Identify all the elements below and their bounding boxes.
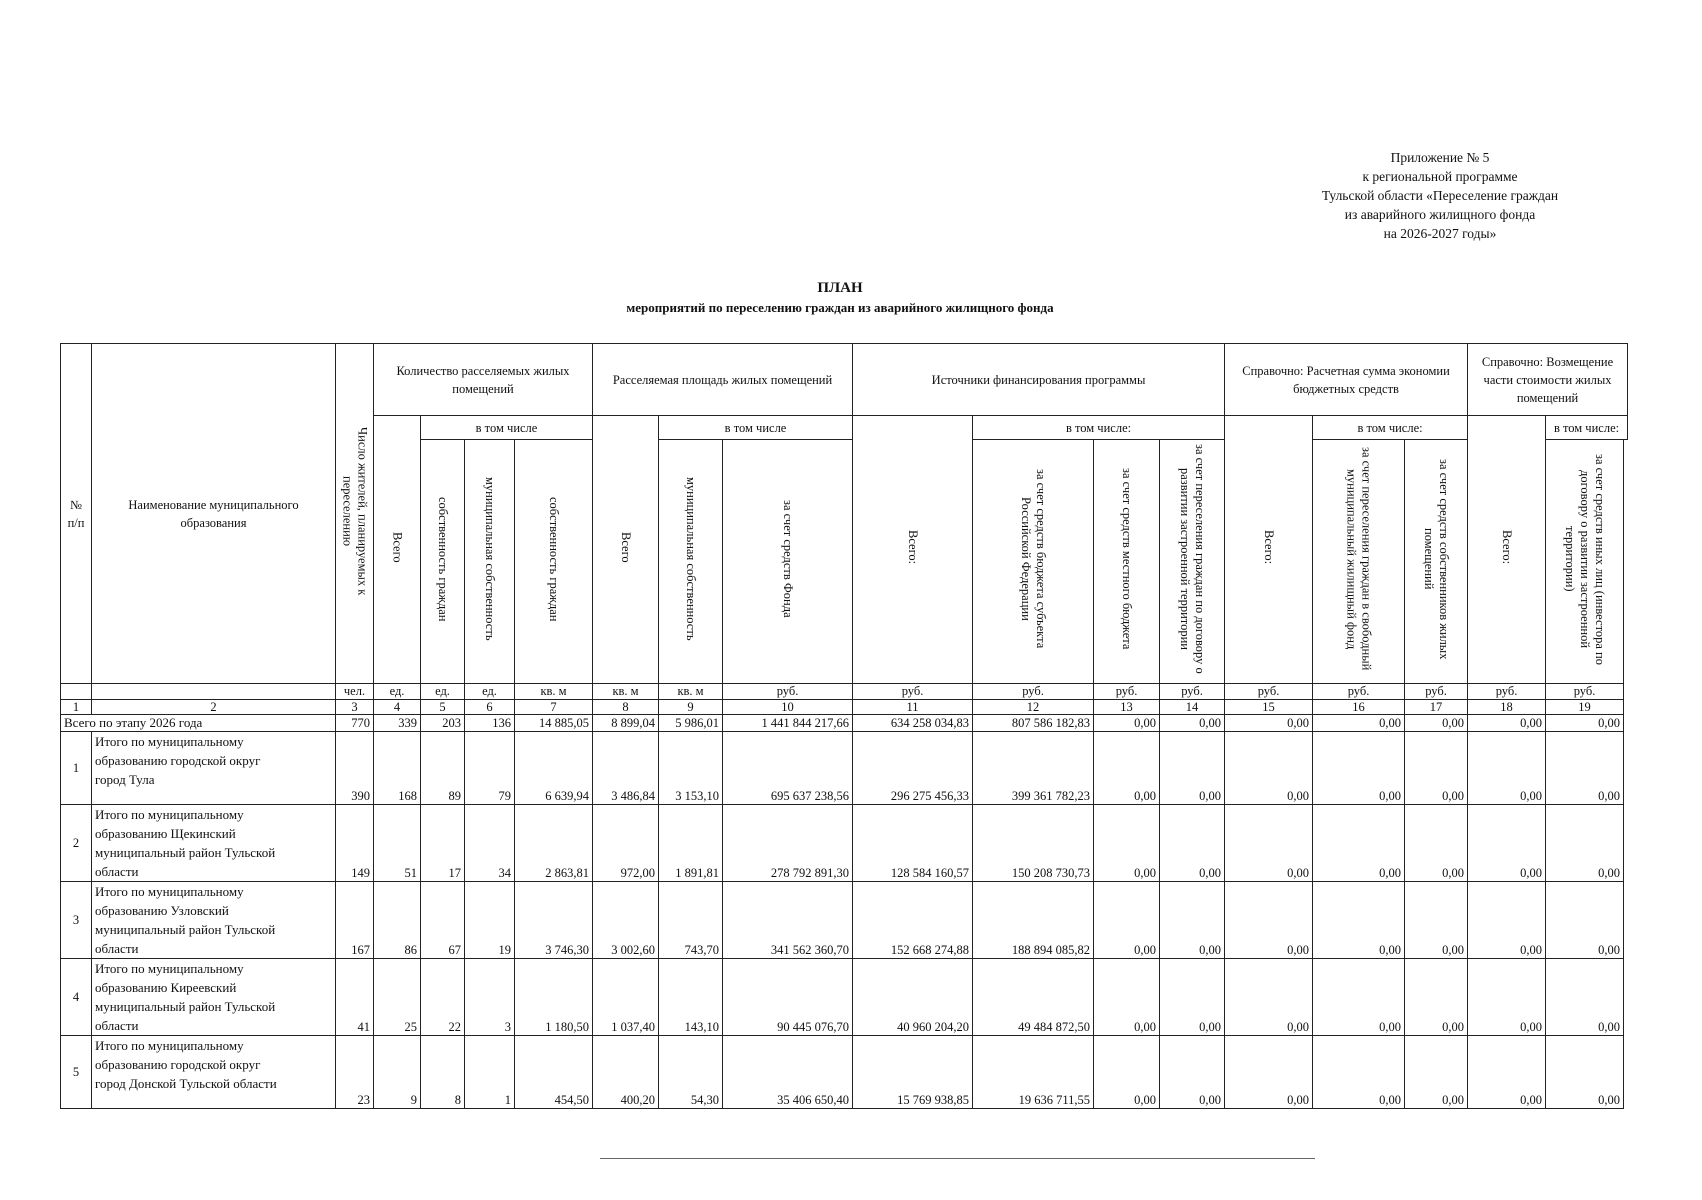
municipality-name-line: Итого по муниципальному — [95, 884, 244, 899]
unit-cell: кв. м — [515, 684, 593, 700]
municipality-name-line: муниципальный район Тульской — [95, 999, 276, 1014]
table-row — [61, 882, 1628, 959]
value-cell: 0,00 — [1313, 1036, 1405, 1109]
row-number: 5 — [61, 1036, 92, 1109]
value-cell: 0,00 — [1225, 732, 1313, 805]
header-num: № п/п — [61, 344, 92, 684]
table-row — [61, 959, 1628, 1036]
unit-cell: чел. — [336, 684, 374, 700]
header-area-total-label: Всего — [619, 531, 634, 563]
municipality-name-line: город Тула — [95, 772, 155, 787]
municipality-name-line: образованию городской округ — [95, 753, 261, 768]
value-cell: 0,00 — [1160, 882, 1225, 959]
unit-cell: кв. м — [593, 684, 659, 700]
total-value: 0,00 — [1160, 715, 1225, 732]
municipality-name — [92, 732, 336, 805]
column-number: 10 — [723, 700, 853, 715]
header-rooms-total-label: Всего — [390, 531, 405, 563]
value-cell: 972,00 — [593, 805, 659, 882]
header-area-group: Расселяемая площадь жилых помещений — [593, 344, 853, 416]
unit-cell: руб. — [1313, 684, 1405, 700]
value-cell: 0,00 — [1160, 805, 1225, 882]
footer-divider — [600, 1158, 1315, 1159]
value-cell: 0,00 — [1468, 1036, 1546, 1109]
value-cell: 1 — [465, 1036, 515, 1109]
value-cell: 22 — [421, 959, 465, 1036]
header-local-budget-label: за счет средств местного бюджета — [1120, 468, 1135, 650]
value-cell: 0,00 — [1160, 959, 1225, 1036]
value-cell: 149 — [336, 805, 374, 882]
column-number: 19 — [1546, 700, 1624, 715]
header-rooms-municipal — [465, 440, 515, 684]
value-cell: 0,00 — [1225, 959, 1313, 1036]
total-value: 0,00 — [1225, 715, 1313, 732]
header-owners — [1405, 440, 1468, 684]
column-number: 7 — [515, 700, 593, 715]
appendix-line: Тульской области «Переселение граждан — [1321, 188, 1559, 203]
value-cell: 167 — [336, 882, 374, 959]
row-number: 4 — [61, 959, 92, 1036]
total-value: 770 — [336, 715, 374, 732]
municipality-name-line: образованию Узловский — [95, 903, 229, 918]
value-cell: 6 639,94 — [515, 732, 593, 805]
value-cell: 8 — [421, 1036, 465, 1109]
value-cell: 454,50 — [515, 1036, 593, 1109]
value-cell: 0,00 — [1313, 805, 1405, 882]
value-cell: 188 894 085,82 — [973, 882, 1094, 959]
header-rooms-municipal-label: муниципальная собственность — [483, 477, 497, 641]
header-compensation-group: Справочно: Возмещение части стоимости жилых помещений — [1468, 344, 1628, 416]
municipality-name — [92, 805, 336, 882]
value-cell: 0,00 — [1546, 959, 1624, 1036]
header-area-incl: в том числе — [659, 416, 853, 440]
value-cell: 40 960 204,20 — [853, 959, 973, 1036]
column-number: 11 — [853, 700, 973, 715]
table-row — [61, 1036, 1628, 1109]
unit-cell: руб. — [973, 684, 1094, 700]
value-cell: 0,00 — [1546, 732, 1624, 805]
value-cell: 743,70 — [659, 882, 723, 959]
total-row-label: Всего по этапу 2026 года — [61, 715, 336, 732]
municipality-name-line: области — [95, 864, 139, 879]
header-fund — [723, 440, 853, 684]
municipality-name-line: муниципальный район Тульской — [95, 922, 276, 937]
total-row — [61, 715, 1628, 732]
value-cell: 0,00 — [1094, 882, 1160, 959]
header-rooms-group: Количество расселяемых жилых помещений — [374, 344, 593, 416]
value-cell: 0,00 — [1468, 805, 1546, 882]
value-cell: 67 — [421, 882, 465, 959]
header-economy-incl: в том числе: — [1313, 416, 1468, 440]
municipality-name — [92, 959, 336, 1036]
unit-cell: руб. — [853, 684, 973, 700]
header-area-total — [593, 416, 659, 684]
municipality-name-line: образованию Киреевский — [95, 980, 237, 995]
value-cell: 41 — [336, 959, 374, 1036]
unit-cell: руб. — [1546, 684, 1624, 700]
municipality-name-line: образованию Щекинский — [95, 826, 236, 841]
value-cell: 0,00 — [1405, 959, 1468, 1036]
header-residents-label: Число жителей, планируемых к переселению — [340, 426, 370, 596]
header-econ-dev — [1160, 440, 1225, 684]
value-cell: 34 — [465, 805, 515, 882]
total-value: 339 — [374, 715, 421, 732]
column-number: 5 — [421, 700, 465, 715]
header-area-municipal — [659, 440, 723, 684]
appendix-line: из аварийного жилищного фонда — [1344, 207, 1536, 222]
header-rooms-incl: в том числе — [421, 416, 593, 440]
municipality-name-line: области — [95, 941, 139, 956]
value-cell: 3 — [465, 959, 515, 1036]
header-subject-budget-label: за счет средств бюджета субъекта Российской Федерации — [1019, 469, 1049, 649]
header-fund-label: за счет средств Фонда — [781, 500, 796, 618]
unit-cell: ед. — [465, 684, 515, 700]
column-number: 15 — [1225, 700, 1313, 715]
value-cell: 0,00 — [1094, 732, 1160, 805]
municipality-name-line: муниципальный район Тульской — [95, 845, 276, 860]
column-number: 3 — [336, 700, 374, 715]
value-cell: 90 445 076,70 — [723, 959, 853, 1036]
value-cell: 9 — [374, 1036, 421, 1109]
header-funding-total — [853, 416, 973, 684]
value-cell: 143,10 — [659, 959, 723, 1036]
total-value: 14 885,05 — [515, 715, 593, 732]
total-value: 0,00 — [1094, 715, 1160, 732]
title-sub: мероприятий по переселению граждан из аварийного жилищного фонда — [626, 300, 1054, 315]
value-cell: 19 — [465, 882, 515, 959]
column-numbers-row — [61, 700, 1628, 715]
total-value: 0,00 — [1405, 715, 1468, 732]
header-local-budget — [1094, 440, 1160, 684]
column-number: 9 — [659, 700, 723, 715]
header-funding-group: Источники финансирования программы — [853, 344, 1225, 416]
total-value: 1 441 844 217,66 — [723, 715, 853, 732]
total-value: 0,00 — [1468, 715, 1546, 732]
value-cell: 23 — [336, 1036, 374, 1109]
header-compensation-total-label: Всего: — [1500, 529, 1515, 565]
total-value: 203 — [421, 715, 465, 732]
appendix-note — [1320, 148, 1560, 243]
header-rooms-total — [374, 416, 421, 684]
appendix-line: к региональной программе — [1362, 169, 1518, 184]
value-cell: 89 — [421, 732, 465, 805]
value-cell: 86 — [374, 882, 421, 959]
header-compensation-incl: в том числе: — [1546, 416, 1628, 440]
column-number: 18 — [1468, 700, 1546, 715]
value-cell: 15 769 938,85 — [853, 1036, 973, 1109]
units-row — [61, 684, 1628, 700]
value-cell: 0,00 — [1225, 1036, 1313, 1109]
value-cell: 3 002,60 — [593, 882, 659, 959]
value-cell: 0,00 — [1313, 959, 1405, 1036]
value-cell: 3 153,10 — [659, 732, 723, 805]
unit-cell: ед. — [421, 684, 465, 700]
row-number: 2 — [61, 805, 92, 882]
value-cell: 54,30 — [659, 1036, 723, 1109]
value-cell: 0,00 — [1468, 959, 1546, 1036]
municipality-name — [92, 882, 336, 959]
unit-cell: руб. — [1160, 684, 1225, 700]
column-number: 4 — [374, 700, 421, 715]
header-subject-budget — [973, 440, 1094, 684]
municipality-name-line: Итого по муниципальному — [95, 734, 244, 749]
column-number: 6 — [465, 700, 515, 715]
unit-cell: руб. — [1405, 684, 1468, 700]
value-cell: 19 636 711,55 — [973, 1036, 1094, 1109]
value-cell: 0,00 — [1225, 882, 1313, 959]
value-cell: 0,00 — [1468, 882, 1546, 959]
row-number: 1 — [61, 732, 92, 805]
value-cell: 49 484 872,50 — [973, 959, 1094, 1036]
header-residents — [336, 344, 374, 684]
value-cell: 0,00 — [1468, 732, 1546, 805]
value-cell: 51 — [374, 805, 421, 882]
value-cell: 3 746,30 — [515, 882, 593, 959]
row-number: 3 — [61, 882, 92, 959]
municipality-name-line: Итого по муниципальному — [95, 961, 244, 976]
value-cell: 0,00 — [1405, 732, 1468, 805]
value-cell: 1 037,40 — [593, 959, 659, 1036]
value-cell: 0,00 — [1546, 805, 1624, 882]
total-value: 8 899,04 — [593, 715, 659, 732]
unit-cell: руб. — [1225, 684, 1313, 700]
value-cell: 0,00 — [1160, 1036, 1225, 1109]
plan-table — [60, 343, 1628, 1109]
header-other — [1546, 440, 1624, 684]
value-cell: 278 792 891,30 — [723, 805, 853, 882]
total-value: 5 986,01 — [659, 715, 723, 732]
municipality-name-line: Итого по муниципальному — [95, 807, 244, 822]
column-number: 1 — [61, 700, 92, 715]
total-value: 634 258 034,83 — [853, 715, 973, 732]
header-funding-incl: в том числе: — [973, 416, 1225, 440]
municipality-name-line: области — [95, 1018, 139, 1033]
unit-cell: кв. м — [659, 684, 723, 700]
header-owners-label: за счет средств собственников жилых помещений — [1422, 458, 1452, 660]
column-number: 2 — [92, 700, 336, 715]
value-cell: 152 668 274,88 — [853, 882, 973, 959]
value-cell: 390 — [336, 732, 374, 805]
value-cell: 341 562 360,70 — [723, 882, 853, 959]
total-value: 807 586 182,83 — [973, 715, 1094, 732]
value-cell: 2 863,81 — [515, 805, 593, 882]
column-number: 16 — [1313, 700, 1405, 715]
value-cell: 0,00 — [1313, 882, 1405, 959]
header-area-citizens-label: собственность граждан — [547, 496, 561, 622]
value-cell: 0,00 — [1313, 732, 1405, 805]
value-cell: 695 637 238,56 — [723, 732, 853, 805]
title-main: ПЛАН — [817, 280, 863, 296]
header-rooms-citizens — [421, 440, 465, 684]
value-cell: 0,00 — [1405, 805, 1468, 882]
value-cell: 79 — [465, 732, 515, 805]
value-cell: 128 584 160,57 — [853, 805, 973, 882]
unit-cell: руб. — [1094, 684, 1160, 700]
appendix-line: Приложение № 5 — [1390, 150, 1490, 165]
value-cell: 0,00 — [1405, 882, 1468, 959]
value-cell: 3 486,84 — [593, 732, 659, 805]
total-value: 0,00 — [1546, 715, 1624, 732]
total-value: 0,00 — [1313, 715, 1405, 732]
value-cell: 0,00 — [1160, 732, 1225, 805]
header-compensation-total — [1468, 416, 1546, 684]
header-econ-dev-label: за счет переселения граждан по договору о развитии застроенной территории — [1178, 444, 1208, 674]
header-economy-total-label: Всего: — [1262, 529, 1277, 565]
value-cell: 25 — [374, 959, 421, 1036]
value-cell: 168 — [374, 732, 421, 805]
value-cell: 150 208 730,73 — [973, 805, 1094, 882]
table-row — [61, 805, 1628, 882]
municipality-name — [92, 1036, 336, 1109]
table-body — [61, 715, 1628, 1109]
value-cell: 0,00 — [1094, 1036, 1160, 1109]
value-cell: 399 361 782,23 — [973, 732, 1094, 805]
unit-cell: ед. — [374, 684, 421, 700]
header-area-municipal-label: муниципальная собственность — [684, 477, 699, 641]
unit-cell: руб. — [723, 684, 853, 700]
value-cell: 296 275 456,33 — [853, 732, 973, 805]
municipality-name-line: образованию городской округ — [95, 1057, 261, 1072]
value-cell: 0,00 — [1546, 882, 1624, 959]
value-cell: 0,00 — [1225, 805, 1313, 882]
value-cell: 0,00 — [1405, 1036, 1468, 1109]
value-cell: 17 — [421, 805, 465, 882]
value-cell: 1 180,50 — [515, 959, 593, 1036]
table-row — [61, 732, 1628, 805]
document-title — [560, 278, 1120, 318]
header-econ-free — [1313, 440, 1405, 684]
value-cell: 0,00 — [1546, 1036, 1624, 1109]
total-value: 136 — [465, 715, 515, 732]
value-cell: 0,00 — [1094, 805, 1160, 882]
value-cell: 400,20 — [593, 1036, 659, 1109]
value-cell: 1 891,81 — [659, 805, 723, 882]
header-economy-group: Справочно: Расчетная сумма экономии бюджетных средств — [1225, 344, 1468, 416]
appendix-line: на 2026-2027 годы» — [1383, 226, 1497, 241]
column-number: 8 — [593, 700, 659, 715]
header-name: Наименование муниципального образования — [92, 344, 336, 684]
header-other-label: за счет средств иных лиц (инвестора по договору о развитии застроенной территории) — [1563, 453, 1608, 665]
header-econ-free-label: за счет переселения граждан в свободный муниципальный жилищный фонд — [1344, 447, 1374, 671]
municipality-name-line: город Донской Тульской области — [95, 1076, 277, 1091]
unit-cell — [92, 684, 336, 700]
unit-cell — [61, 684, 92, 700]
municipality-name-line: Итого по муниципальному — [95, 1038, 244, 1053]
value-cell: 35 406 650,40 — [723, 1036, 853, 1109]
column-number: 17 — [1405, 700, 1468, 715]
column-number: 13 — [1094, 700, 1160, 715]
column-number: 14 — [1160, 700, 1225, 715]
header-funding-total-label: Всего: — [906, 529, 921, 565]
column-number: 12 — [973, 700, 1094, 715]
unit-cell: руб. — [1468, 684, 1546, 700]
value-cell: 0,00 — [1094, 959, 1160, 1036]
header-area-citizens — [515, 440, 593, 684]
header-rooms-citizens-label: собственность граждан — [436, 496, 450, 622]
header-economy-total — [1225, 416, 1313, 684]
